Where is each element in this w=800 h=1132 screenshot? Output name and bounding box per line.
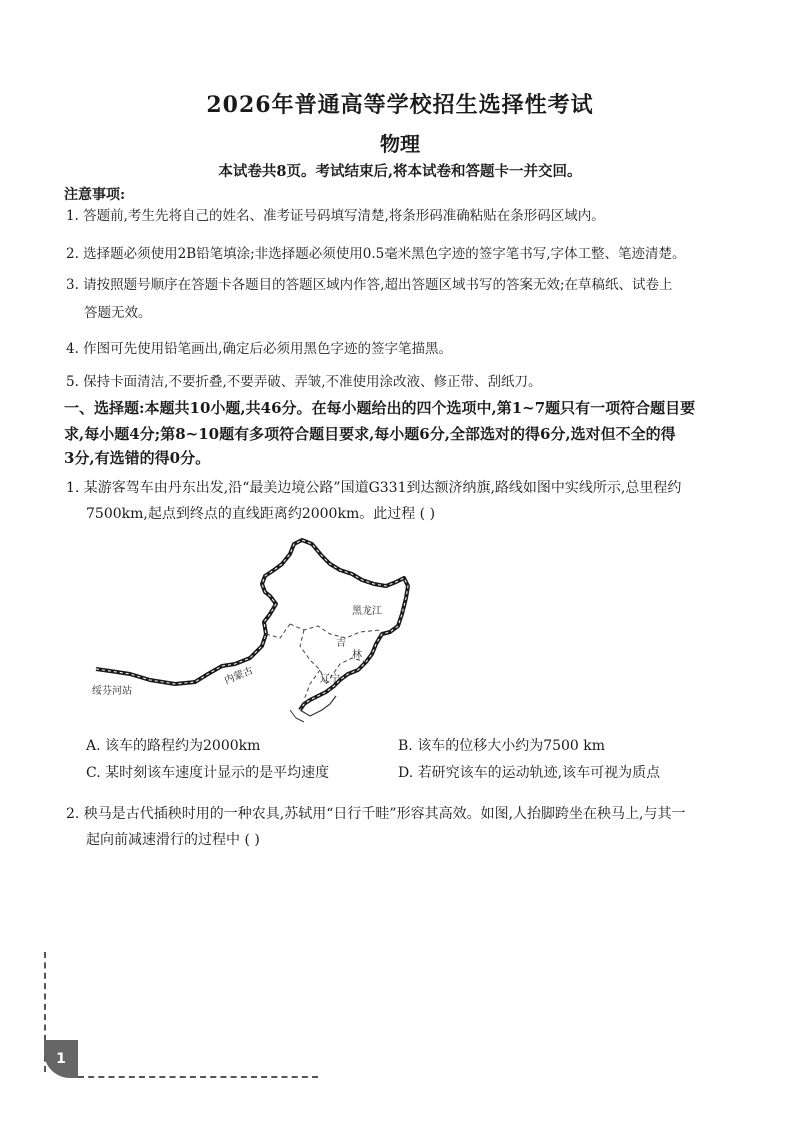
label-neimenggu: 内蒙古 [223,665,255,687]
notice-item-4: 4. 作图可先使用铅笔画出,确定后必须用黑色字迹的签字笔描黑。 [66,341,452,357]
page-number: 1 [44,1040,78,1078]
section-heading-line-3: 3分,有选错的得0分。 [64,449,211,467]
option-b: B. 该车的位移大小约为7500 km [398,738,606,754]
province-border [266,624,290,638]
notice-item-5: 5. 保持卡面清洁,不要折叠,不要弄破、弄皱,不准使用涂改液、修正带、刮纸刀。 [66,374,542,390]
option-a: A. 该车的路程约为2000km [86,738,261,754]
notice-item-3: 3. 请按照题号顺序在答题卡各题目的答题区域内作答,超出答题区域书写的答案无效;在草稿纸、试卷上 [66,277,673,293]
question-1-line-1: 1. 某游客驾车由丹东出发,沿“最美边境公路”国道G331到达额济纳旗,路线如图中实线所示,总里程约 [66,480,682,496]
option-c: C. 某时刻该车速度计显示的是平均速度 [86,765,330,781]
question-2-line-2: 起向前减速滑行的过程中 ( ) [86,832,260,848]
label-liaoning: 辽宁 [320,674,340,685]
label-lin: 林 [352,650,362,661]
notice-item-3-cont: 答题无效。 [84,305,152,321]
question-1-line-2: 7500km,起点到终点的直线距离约2000km。此过程 ( ) [86,506,436,522]
notice-item-1: 1. 答题前,考生先将自己的姓名、准考证号码填写清楚,将条形码准确粘贴在条形码区域内。 [66,208,605,224]
option-d: D. 若研究该车的运动轨迹,该车可视为质点 [398,765,661,781]
exam-info: 本试卷共8页。考试结束后,将本试卷和答题卡一并交回。 [218,163,582,180]
coastline [300,696,336,716]
section-heading-line-2: 求,每小题4分;第8~10题有多项符合题目要求,每小题6分,全部选对的得6分,选对但不全的得 [64,425,676,443]
fold-line-horizontal [78,1076,318,1079]
notice-item-2: 2. 选择题必须使用2B铅笔填涂;非选择题必须使用0.5毫米黑色字迹的签字笔书写,字体工整、笔迹清楚。 [66,246,686,262]
label-heilongjiang: 黑龙江 [352,606,382,617]
label-suifenhe: 绥芬河站 [92,686,132,697]
notice-heading: 注意事项: [64,187,126,203]
subject-title: 物理 [380,132,420,156]
section-heading-line-1: 一、选择题:本题共10小题,共46分。在每小题给出的四个选项中,第1~7题只有一项符合题目要 [64,399,696,417]
question-2-line-1: 2. 秧马是古代插秧时用的一种农具,苏轼用“日行千畦”形容其高效。如图,人抬脚跨坐在秧马上,与其一 [66,806,686,822]
route-line [96,540,408,710]
route-map [90,534,426,726]
label-ji: 吉 [336,638,346,649]
exam-title: 2026年普通高等学校招生选择性考试 [206,92,594,118]
